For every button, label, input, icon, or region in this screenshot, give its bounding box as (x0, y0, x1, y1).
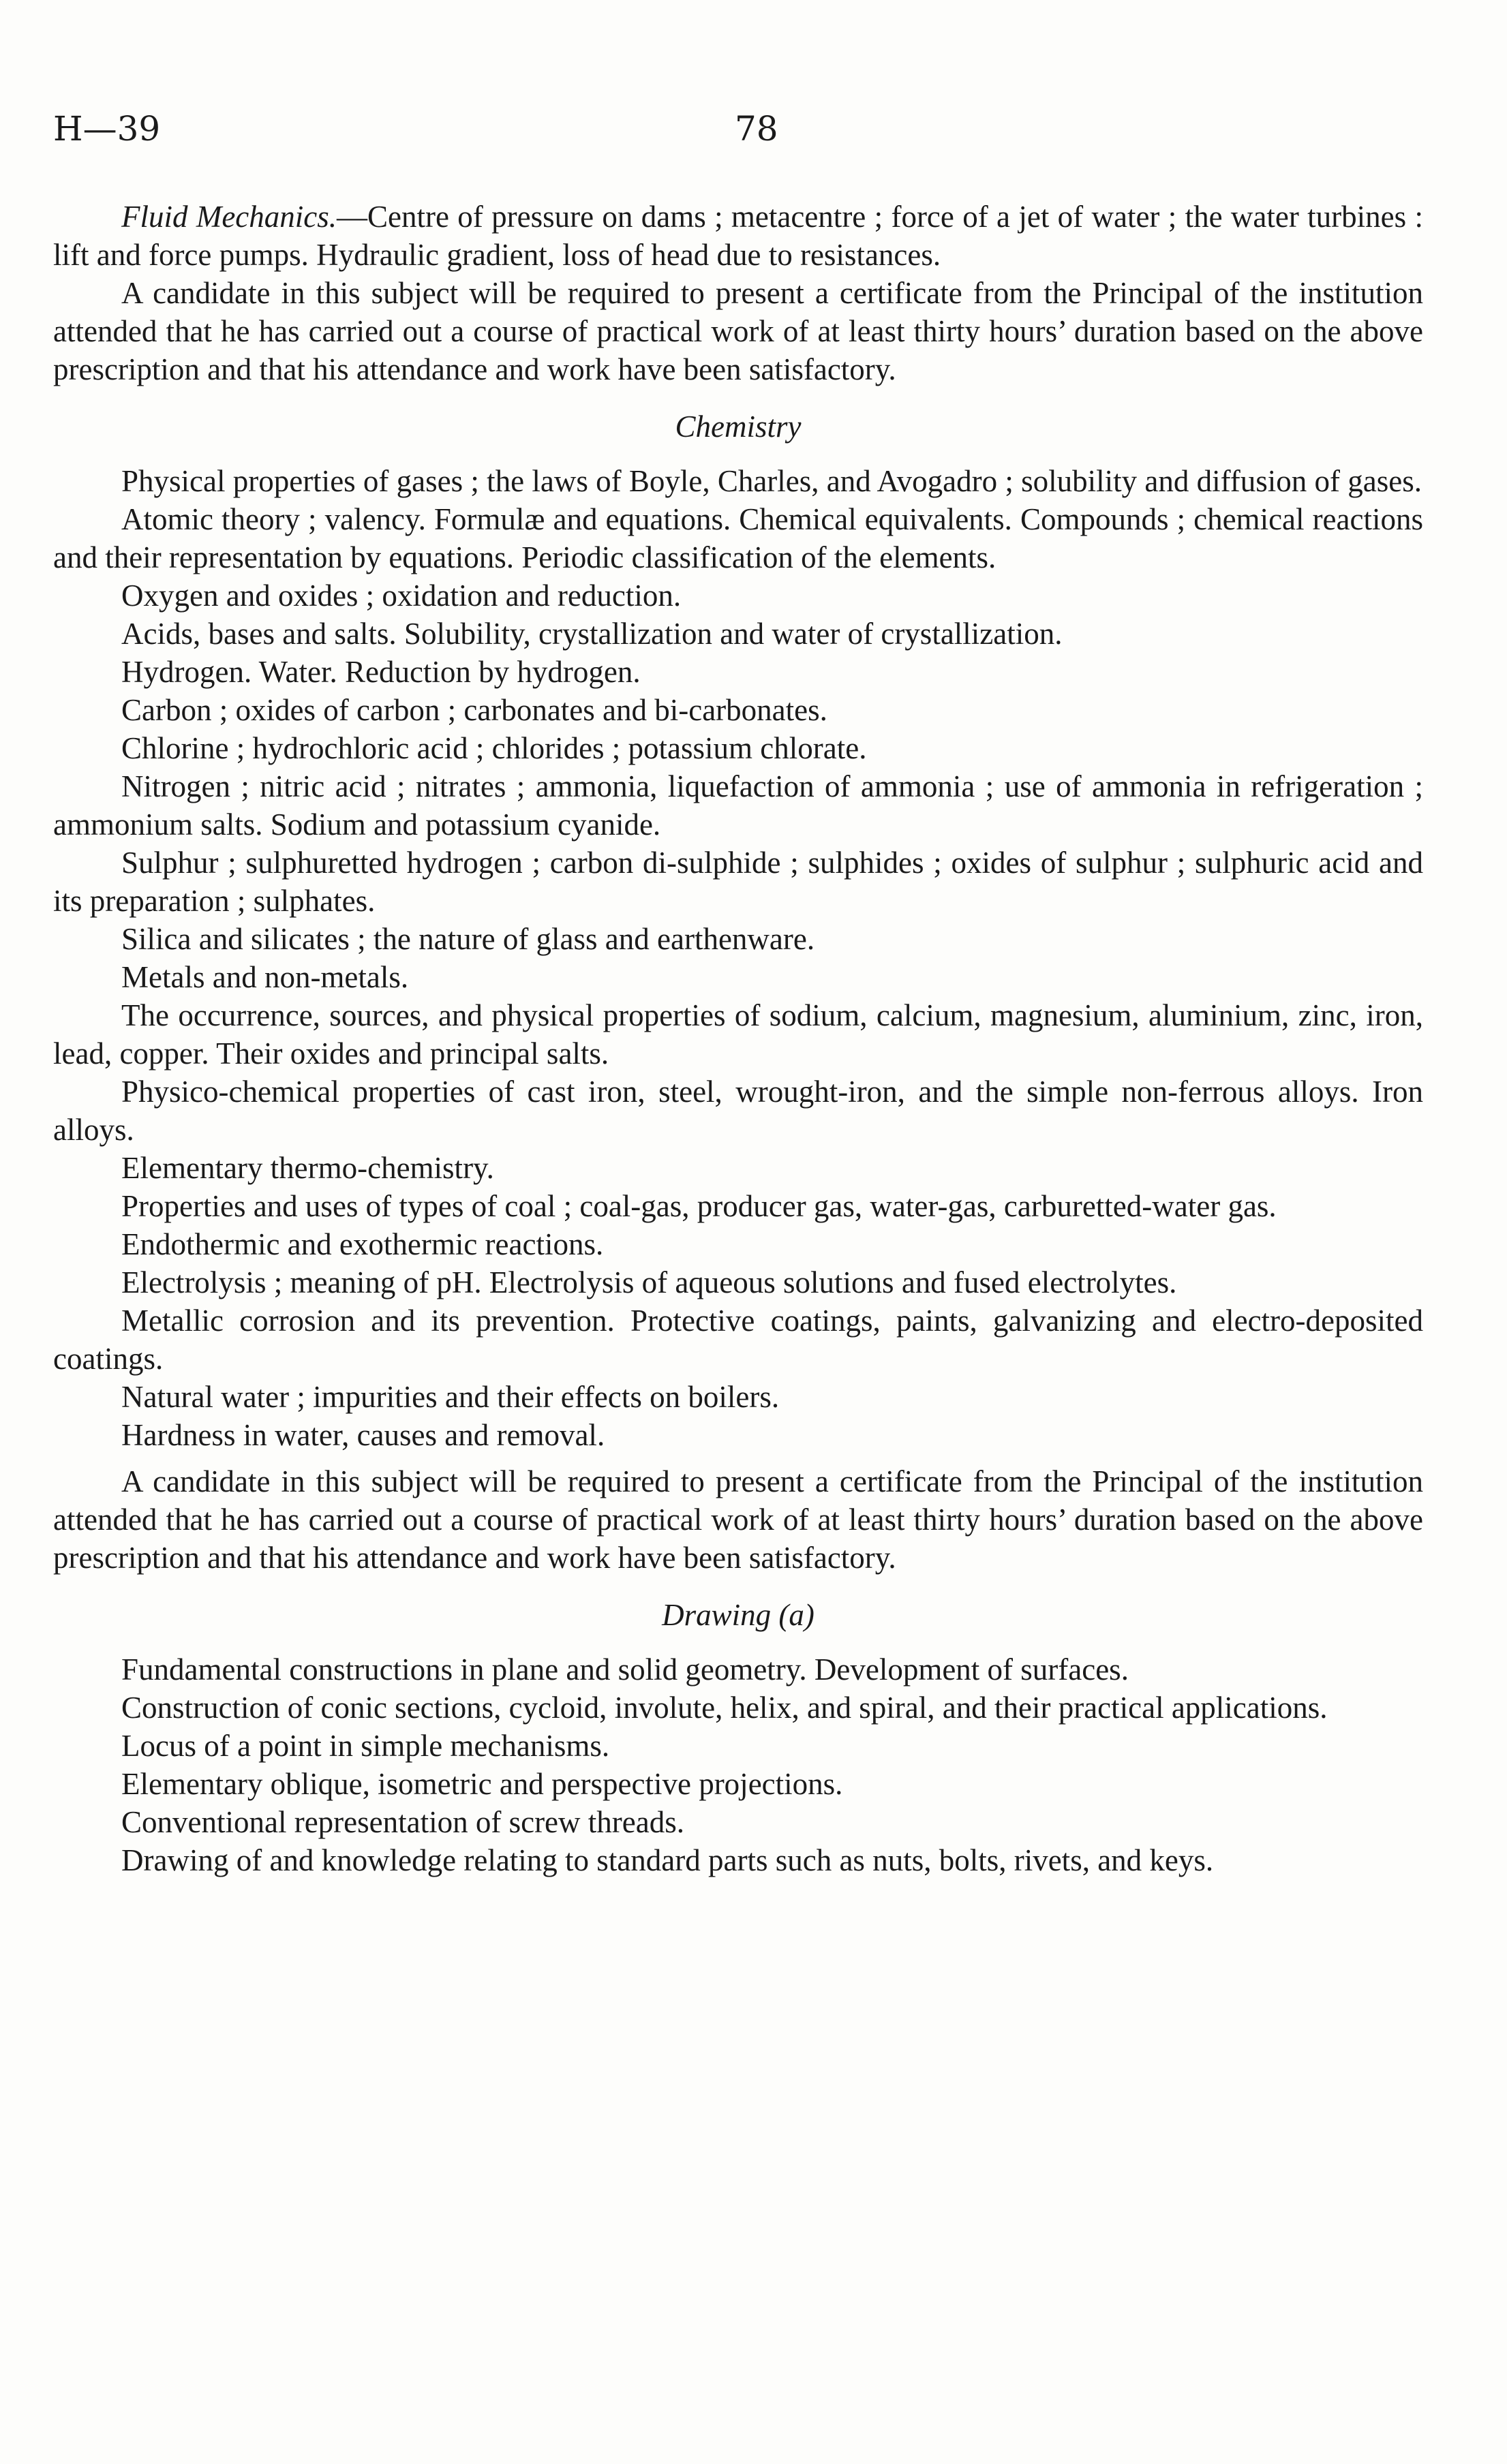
chemistry-item: Electrolysis ; meaning of pH. Electrolysis of aqueous solutions and fused electrolytes. (121, 1265, 1177, 1299)
drawing-heading: Drawing (a) (662, 1598, 815, 1632)
fluid-mechanics-body: —Centre of pressure on dams ; metacentre ; force of a jet of water ; the water turbines : lift and force pumps. Hydraulic gradient, loss of head due to resistances. (53, 200, 1423, 272)
document-reference: H—39 (53, 109, 161, 149)
chemistry-item: Physical properties of gases ; the laws of Boyle, Charles, and Avogadro ; solubility and diffusion of gases. (121, 464, 1422, 498)
chemistry-item: Hardness in water, causes and removal. (121, 1418, 605, 1452)
body-text (53, 198, 1423, 1879)
chemistry-item: Metals and non-metals. (121, 960, 409, 994)
chemistry-item: Silica and silicates ; the nature of glass and earthenware. (121, 922, 815, 956)
chemistry-item: Sulphur ; sulphuretted hydrogen ; carbon di-sulphide ; sulphides ; oxides of sulphur ; sulphuric acid and its preparation ; sulphates. (53, 846, 1423, 918)
chemistry-item: Nitrogen ; nitric acid ; nitrates ; ammonia, liquefaction of ammonia ; use of ammonia in refrigeration ; ammonium salts. Sodium and potassium cyanide. (53, 769, 1423, 842)
chemistry-item: Carbon ; oxides of carbon ; carbonates and bi-carbonates. (121, 693, 827, 727)
fluid-mechanics-title: Fluid Mechanics. (121, 200, 337, 234)
chemistry-item: Physico-chemical properties of cast iron, steel, wrought-iron, and the simple non-ferrous alloys. Iron alloys. (53, 1075, 1423, 1147)
chemistry-heading: Chemistry (675, 410, 802, 444)
chemistry-item: Hydrogen. Water. Reduction by hydrogen. (121, 655, 641, 689)
drawing-item: Construction of conic sections, cycloid, involute, helix, and spiral, and their practical applications. (121, 1691, 1328, 1725)
page-number: 78 (735, 109, 778, 149)
fluid-mechanics-certificate: A candidate in this subject will be required to present a certificate from the Principal of the institution attended that he has carried out a course of practical work of at least thirty hours’ duration based on the above prescription and that his attendance and work have been satisfactory. (53, 276, 1423, 386)
chemistry-item: Properties and uses of types of coal ; coal-gas, producer gas, water-gas, carburetted-water gas. (121, 1189, 1277, 1223)
chemistry-item: Chlorine ; hydrochloric acid ; chlorides ; potassium chlorate. (121, 731, 867, 765)
chemistry-item: Natural water ; impurities and their effects on boilers. (121, 1380, 780, 1414)
chemistry-item: Atomic theory ; valency. Formulæ and equations. Chemical equivalents. Compounds ; chemical reactions and their representation by equations. Periodic classification of the elements. (53, 502, 1423, 574)
chemistry-item: Endothermic and exothermic reactions. (121, 1227, 604, 1261)
chemistry-certificate: A candidate in this subject will be required to present a certificate from the Principal of the institution attended that he has carried out a course of practical work of at least thirty hours’ duration based on the above prescription and that his attendance and work have been satisfactory. (53, 1464, 1423, 1575)
page-header (53, 109, 1454, 157)
chemistry-item: Acids, bases and salts. Solubility, crystallization and water of crystallization. (121, 617, 1063, 651)
fluid-mechanics-paragraph (53, 198, 1423, 274)
drawing-item: Elementary oblique, isometric and perspective projections. (121, 1767, 843, 1801)
drawing-item: Drawing of and knowledge relating to standard parts such as nuts, bolts, rivets, and keys. (121, 1843, 1214, 1877)
chemistry-item: Metallic corrosion and its prevention. Protective coatings, paints, galvanizing and electro-deposited coatings. (53, 1304, 1423, 1376)
drawing-item: Locus of a point in simple mechanisms. (121, 1729, 610, 1763)
chemistry-item: Oxygen and oxides ; oxidation and reduction. (121, 579, 682, 613)
chemistry-item: Elementary thermo-chemistry. (121, 1151, 494, 1185)
chemistry-item: The occurrence, sources, and physical properties of sodium, calcium, magnesium, aluminium, zinc, iron, lead, copper. Their oxides and principal salts. (53, 998, 1423, 1071)
drawing-item: Conventional representation of screw threads. (121, 1805, 684, 1839)
drawing-item: Fundamental constructions in plane and solid geometry. Development of surfaces. (121, 1652, 1129, 1687)
